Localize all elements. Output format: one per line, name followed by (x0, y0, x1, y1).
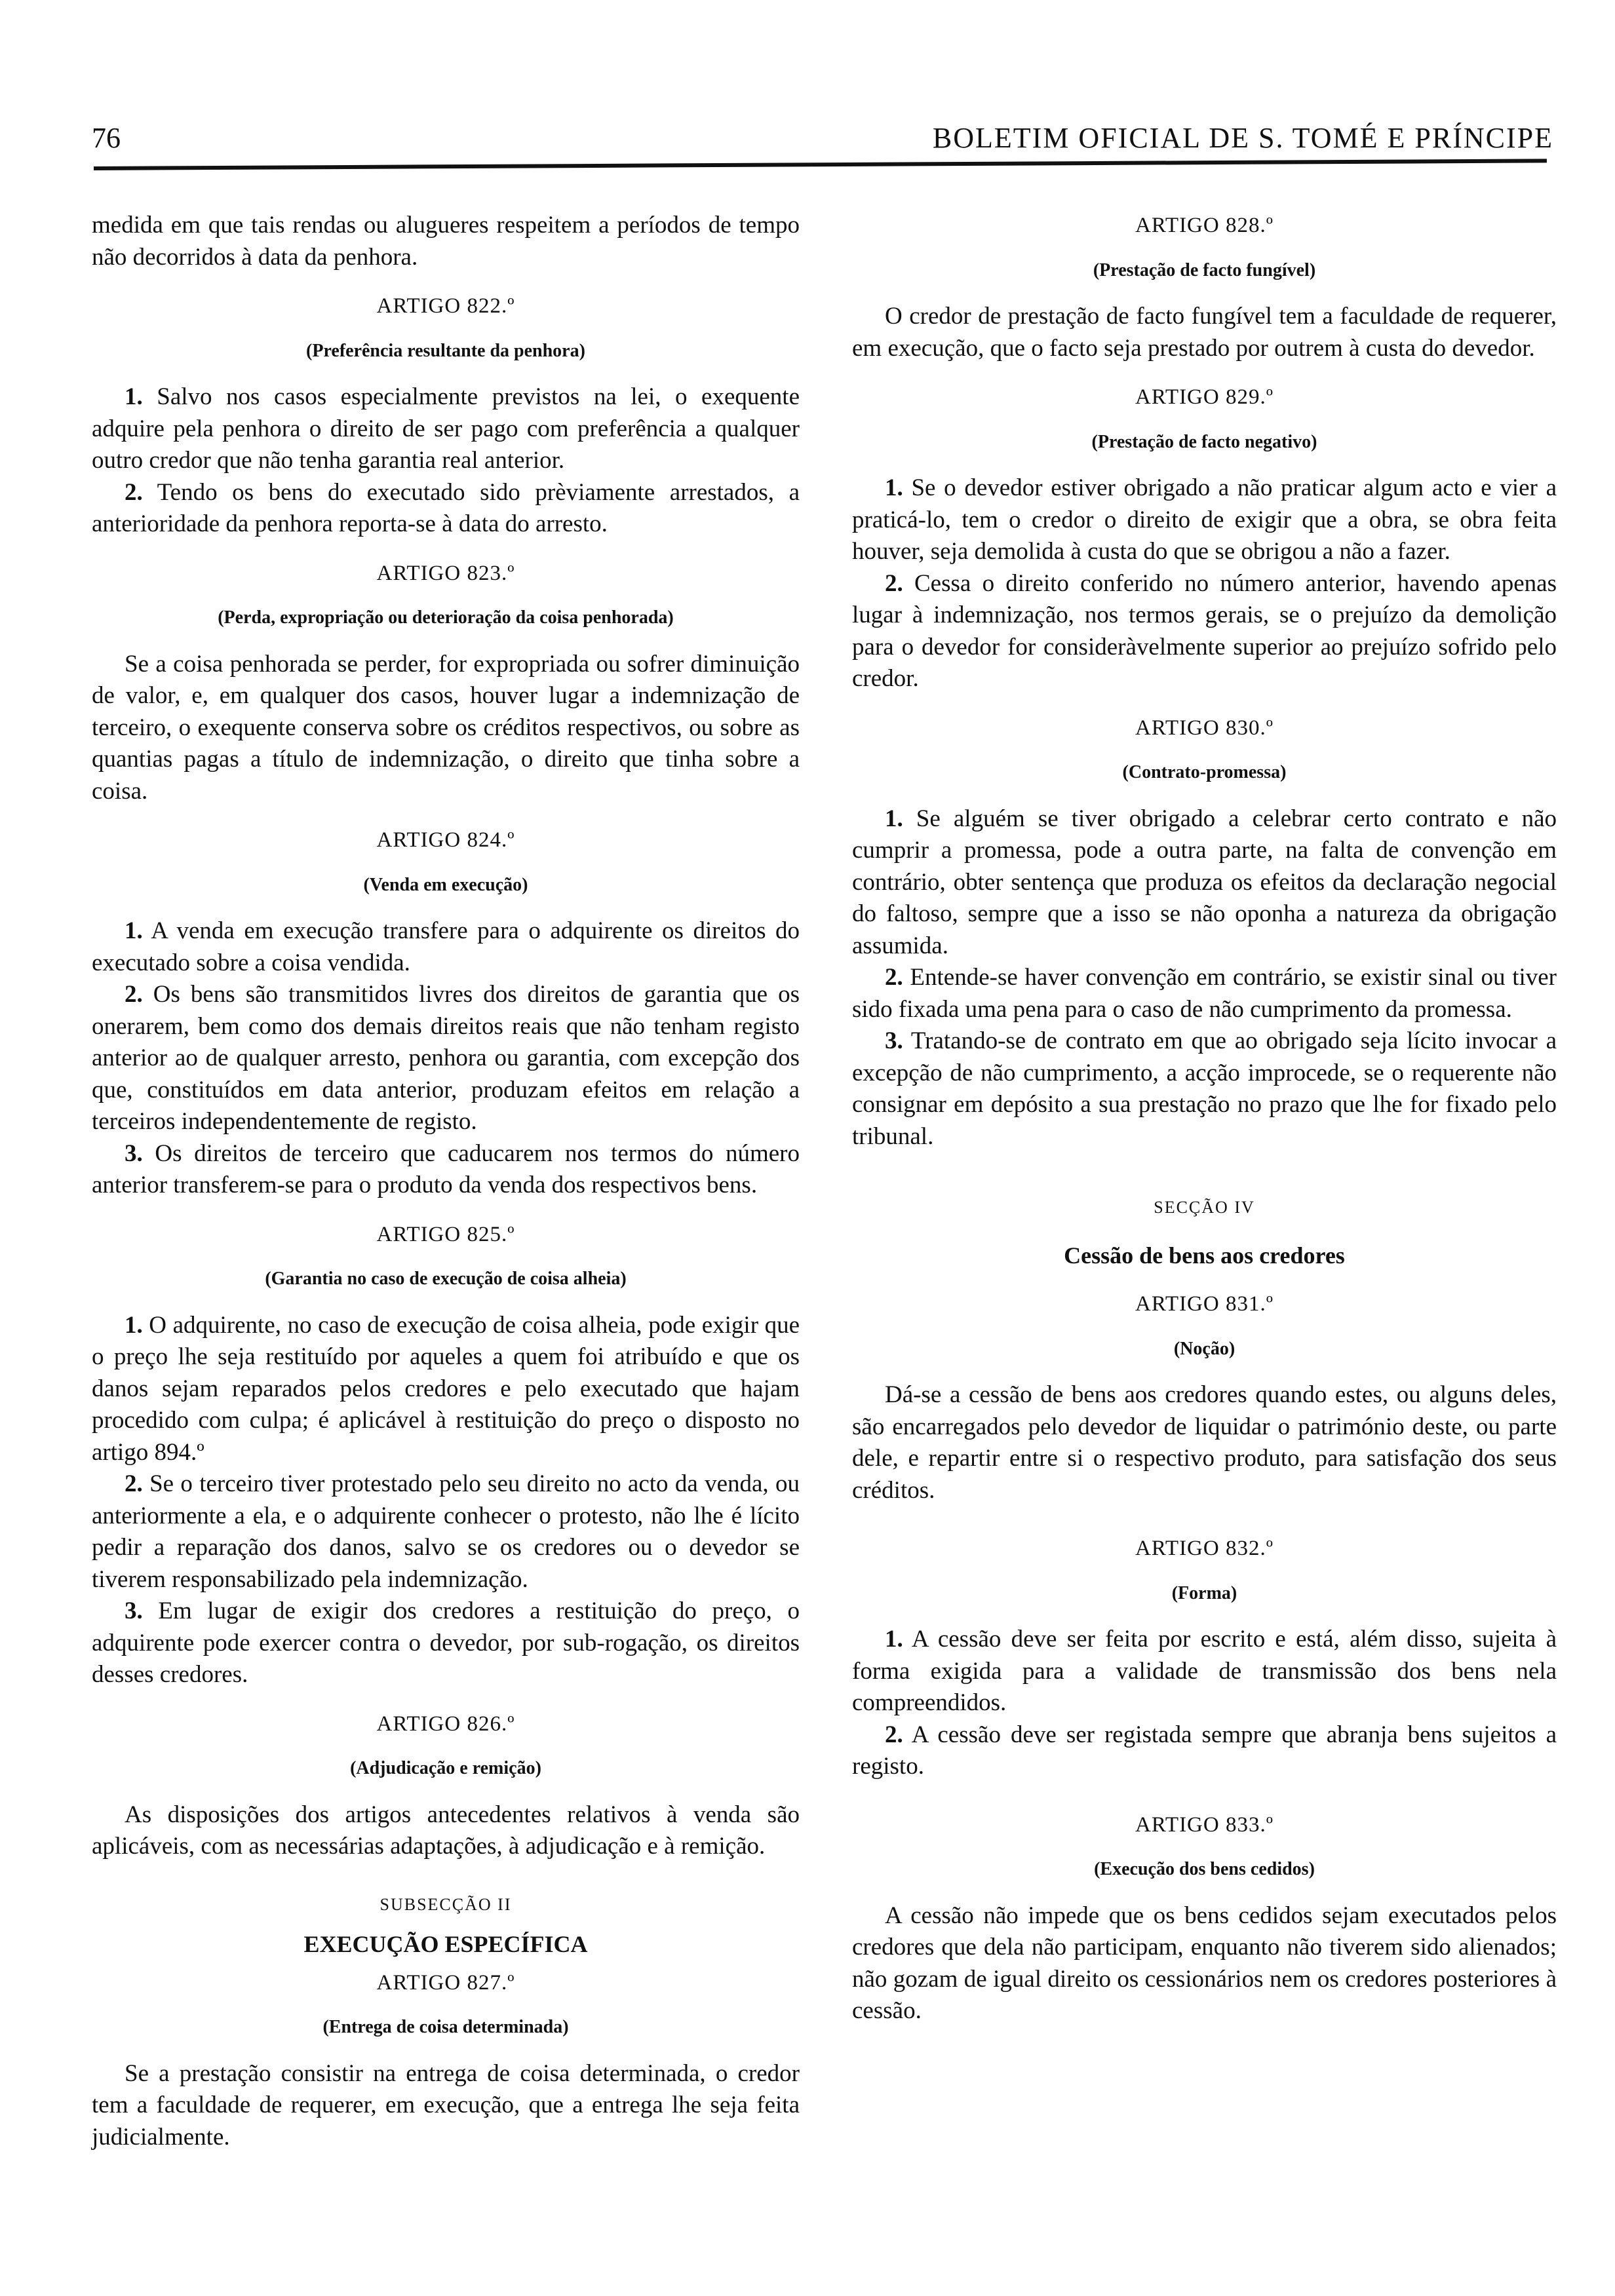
article-paragraph: Se a prestação consistir na entrega de coisa determinada, o credor tem a faculdade de requerer, em execução, que a entrega lhe seja feita judicialmente. (92, 2059, 800, 2151)
paragraph-text: A venda em execução transfere para o adquirente os direitos do executado sobre a coisa vendida. (92, 917, 800, 976)
paragraph-number: 2. (125, 981, 143, 1008)
article-rubric: (Adjudicação e remição) (350, 1758, 541, 1778)
paragraph-number: 3. (885, 1027, 903, 1054)
paragraph-number: 3. (125, 1598, 143, 1624)
paragraph-number: 1. (125, 917, 143, 944)
paragraph-number: 2. (125, 478, 143, 506)
article-paragraph (852, 472, 1557, 568)
article-heading: ARTIGO 830.º (1135, 716, 1274, 740)
article-heading: ARTIGO 828.º (1135, 214, 1274, 237)
paragraph-text: Tratando-se de contrato em que ao obrigado seja lícito invocar a excepção de não cumprimento, a acção improcede, se o requerente não consignar em depósito a sua prestação no prazo que lhe for fixado pelo tribunal. (852, 1027, 1557, 1150)
paragraph-text: A cessão deve ser registada sempre que abranja bens sujeitos a registo. (852, 1721, 1557, 1780)
article-paragraph (92, 1468, 800, 1596)
article-heading: ARTIGO 829.º (1135, 385, 1274, 409)
article-heading: ARTIGO 832.º (1135, 1537, 1274, 1560)
paragraph-text: Os direitos de terceiro que caducarem nos termos do número anterior transferem-se para o produto da venda dos respectivos bens. (92, 1139, 800, 1198)
article-paragraph (852, 568, 1557, 695)
article-paragraph (92, 1138, 800, 1202)
article-rubric: (Garantia no caso de execução de coisa alheia) (265, 1269, 627, 1289)
section-label: SECÇÃO IV (1154, 1198, 1255, 1217)
article-rubric: (Venda em execução) (363, 874, 528, 895)
article-paragraph: As disposições dos artigos antecedentes relativos à venda são aplicáveis, com as necessárias adaptações, à adjudicação e à remição. (92, 1801, 800, 1860)
paragraph-text: Em lugar de exigir dos credores a restituição do preço, o adquirente pode exercer contra o devedor, por sub-rogação, os direitos desses credores. (92, 1598, 800, 1688)
article-paragraph (92, 915, 800, 979)
article-paragraph (92, 1596, 800, 1691)
paragraph-text: Os bens são transmitidos livres dos direitos de garantia que os onerarem, bem como dos demais direitos reais que não tenham registo anterior ao de qualquer arresto, penhora ou garantia, com excepção dos que, constituídos em data anterior, produzam efeitos em relação a terceiros independentemente de registo. (92, 981, 800, 1135)
paragraph-text: A cessão deve ser feita por escrito e está, além disso, sujeita à forma exigida para a validade de transmissão dos bens nela compreendidos. (852, 1626, 1557, 1716)
article-heading: ARTIGO 833.º (1135, 1812, 1274, 1837)
article-heading: ARTIGO 824.º (376, 828, 515, 852)
article-rubric: (Contrato-promessa) (1122, 762, 1287, 782)
paragraph-text: Entende-se haver convenção em contrário, se existir sinal ou tiver sido fixada uma pena para o caso de não cumprimento da promessa. (852, 964, 1557, 1023)
page-header (92, 115, 1553, 167)
article-heading: ARTIGO 825.º (376, 1222, 515, 1246)
paragraph-text: Se o terceiro tiver protestado pelo seu direito no acto da venda, ou anteriormente a ela, e o adquirente conhecer o protesto, não lhe é lícito pedir a reparação dos danos, salvo se os credores ou o devedor se tiverem responsabilizado pela indemnização. (92, 1470, 800, 1593)
paragraph-number: 1. (125, 1311, 143, 1339)
article-rubric: (Perda, expropriação ou deterioração da coisa penhorada) (218, 607, 674, 628)
paragraph-number: 1. (885, 1626, 903, 1653)
paragraph-number: 2. (885, 569, 903, 597)
article-rubric: (Noção) (1173, 1338, 1236, 1359)
article-paragraph: Dá-se a cessão de bens aos credores quando estes, ou alguns deles, são encarregados pelo devedor de liquidar o património deste, ou parte dele, e repartir entre si o respectivo produto, para satisfação dos seus créditos. (852, 1381, 1557, 1504)
continuation-paragraph: medida em que tais rendas ou alugueres respeitem a períodos de tempo não decorridos à data da penhora. (92, 212, 800, 271)
article-heading: ARTIGO 831.º (1135, 1292, 1274, 1316)
paragraph-number: 1. (885, 805, 903, 832)
article-rubric: (Execução dos bens cedidos) (1094, 1859, 1315, 1879)
left-column (92, 210, 800, 2153)
subsection-label: SUBSECÇÃO II (379, 1894, 512, 1914)
paragraph-number: 3. (125, 1139, 143, 1167)
article-paragraph (92, 1310, 800, 1469)
article-paragraph (852, 803, 1557, 963)
article-rubric: (Preferência resultante da penhora) (306, 340, 585, 361)
paragraph-text: Tendo os bens do executado sido prèviamente arrestados, a anterioridade da penhora reporta-se à data do arresto. (92, 478, 800, 537)
article-paragraph (852, 1719, 1557, 1783)
paragraph-text: O adquirente, no caso de execução de coisa alheia, pode exigir que o preço lhe seja restituído por aqueles a quem foi atribuído e que os danos sejam reparados pelos credores e pelo executado que hajam procedido com culpa; é aplicável à restituição do preço o disposto no artigo 894.º (92, 1311, 800, 1466)
section-title: Cessão de bens aos credores (1064, 1242, 1345, 1269)
paragraph-number: 2. (885, 964, 903, 991)
paragraph-text: Salvo nos casos especialmente previstos na lei, o exequente adquire pela penhora o direito de ser pago com preferência a qualquer outro credor que não tenha garantia real anterior. (92, 383, 800, 474)
article-rubric: (Entrega de coisa determinada) (322, 2017, 569, 2037)
article-heading: ARTIGO 826.º (376, 1712, 515, 1736)
article-paragraph (852, 962, 1557, 1025)
right-column (852, 210, 1557, 2027)
article-paragraph: Se a coisa penhorada se perder, for expropriada ou sofrer diminuição de valor, e, em qualquer dos casos, houver lugar a indemnização de terceiro, o exequente conserva sobre os créditos respectivos, ou sobre as quantias pagas a título de indemnização, o direito que tinha sobre a coisa. (92, 650, 800, 805)
paragraph-text: Se alguém se tiver obrigado a celebrar certo contrato e não cumprir a promessa, pode a outra parte, na falta de convenção em contrário, obter sentença que produza os efeitos da declaração negocial do faltoso, sempre que a isso se não oponha a natureza da obrigação assumida. (852, 805, 1557, 959)
article-heading: ARTIGO 823.º (376, 561, 515, 585)
article-rubric: (Prestação de facto fungível) (1093, 259, 1316, 280)
paragraph-number: 2. (125, 1470, 143, 1497)
paragraph-text: Cessa o direito conferido no número anterior, havendo apenas lugar à indemnização, nos termos gerais, se o prejuízo da demolição para o devedor for consideràvelmente superior ao prejuízo sofrido pelo credor. (852, 569, 1557, 692)
article-paragraph: A cessão não impede que os bens cedidos sejam executados pelos credores que dela não participam, enquanto não tiverem sido alienados; não gozam de igual direito os cessionários nem os credores posteriores à cessão. (852, 1902, 1557, 2024)
paragraph-number: 1. (125, 383, 143, 410)
article-rubric: (Prestação de facto negativo) (1091, 431, 1317, 452)
article-heading: ARTIGO 827.º (376, 1970, 515, 1995)
article-paragraph (852, 1025, 1557, 1153)
article-paragraph (92, 381, 800, 477)
article-paragraph (852, 1624, 1557, 1719)
article-paragraph: O credor de prestação de facto fungível tem a faculdade de requerer, em execução, que o facto seja prestado por outrem à custa do devedor. (852, 303, 1557, 362)
paragraph-number: 1. (885, 474, 903, 501)
paragraph-number: 2. (885, 1721, 903, 1748)
article-rubric: (Forma) (1171, 1582, 1237, 1603)
article-paragraph (92, 979, 800, 1138)
paragraph-text: Se o devedor estiver obrigado a não praticar algum acto e vier a praticá-lo, tem o credor o direito de exigir que a obra, se obra feita houver, seja demolida à custa do que se obrigou a não a fazer. (852, 474, 1557, 565)
subsection-title: EXECUÇÃO ESPECÍFICA (303, 1931, 588, 1957)
page-number: 76 (92, 122, 121, 154)
publication-title: BOLETIM OFICIAL DE S. TOMÉ E PRÍNCIPE (932, 122, 1553, 154)
article-paragraph (92, 477, 800, 541)
article-heading: ARTIGO 822.º (376, 294, 515, 318)
